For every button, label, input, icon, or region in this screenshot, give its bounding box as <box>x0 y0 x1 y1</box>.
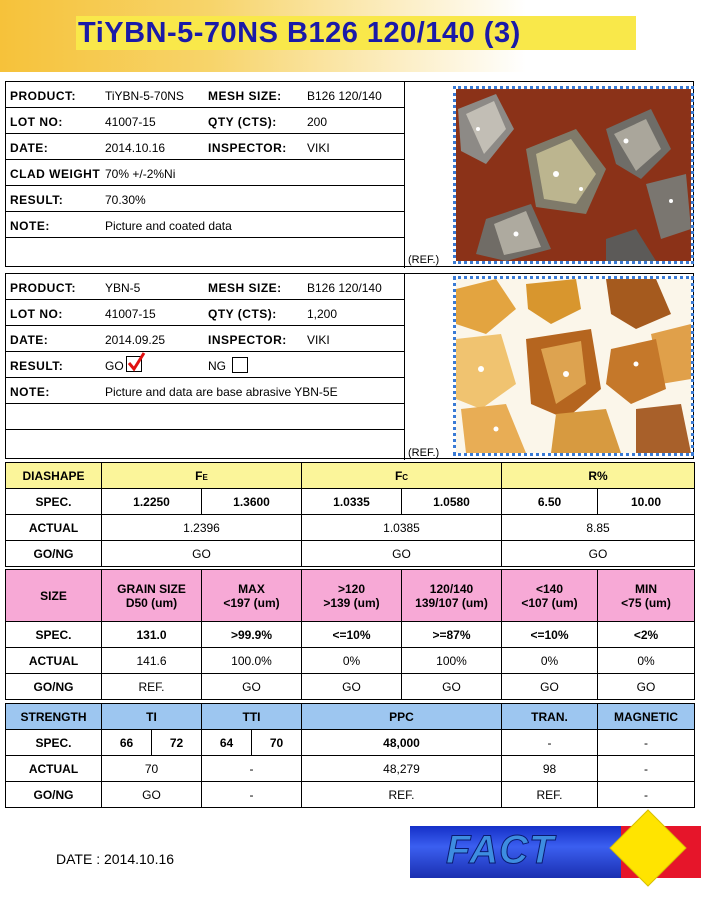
table-cell: REF. <box>102 674 202 700</box>
ref-label: (REF.) <box>408 254 440 266</box>
table-cell: - <box>202 782 302 808</box>
product-value: YBN-5 <box>105 281 141 295</box>
table-cell: 100% <box>402 648 502 674</box>
date-label: DATE: <box>10 333 49 347</box>
info-row-date <box>6 326 404 352</box>
table-cell: 72 <box>152 730 202 756</box>
gong-label: GO/NG <box>6 782 102 808</box>
diamond-logo-icon <box>608 808 688 888</box>
table-cell: GO <box>502 541 695 567</box>
header-line: D50 (um) <box>125 595 178 610</box>
date-label: DATE: <box>10 141 49 155</box>
checkmark-icon <box>126 352 146 372</box>
diashape-header-row <box>6 463 695 489</box>
header-line: MAX <box>238 581 265 596</box>
table-cell: 70 <box>102 756 202 782</box>
note-value: Picture and coated data <box>105 219 232 233</box>
go-checkbox[interactable] <box>126 356 142 372</box>
size-header: SIZE <box>6 570 102 622</box>
lot-value: 41007-15 <box>105 307 156 321</box>
ppc-header: PPC <box>302 704 502 730</box>
size-table <box>5 569 695 700</box>
min-header <box>598 570 695 622</box>
table-cell: 0% <box>502 648 598 674</box>
table-cell: 1.0385 <box>302 515 502 541</box>
lt140-header <box>502 570 598 622</box>
table-cell: 48,000 <box>302 730 502 756</box>
note-label: NOTE: <box>10 219 50 233</box>
qty-label: QTY (CTS): <box>208 307 277 321</box>
table-cell: REF. <box>502 782 598 808</box>
info-row-date <box>6 134 404 160</box>
table-cell: - <box>598 782 695 808</box>
note-value: Picture and data are base abrasive YBN-5E <box>105 385 338 399</box>
table-cell: REF. <box>302 782 502 808</box>
diashape-gong-row <box>6 541 695 567</box>
mesh-value: B126 120/140 <box>307 281 382 295</box>
table-cell: 1.2396 <box>102 515 302 541</box>
gong-label: GO/NG <box>6 541 102 567</box>
info-row-product <box>6 274 404 300</box>
table-cell: 66 <box>102 730 152 756</box>
inspector-value: VIKI <box>307 141 330 155</box>
note-label: NOTE: <box>10 385 50 399</box>
product-value: TiYBN-5-70NS <box>105 89 184 103</box>
table-cell: <=10% <box>502 622 598 648</box>
table-cell: 1.0335 <box>302 489 402 515</box>
strength-spec-row <box>6 730 695 756</box>
product-info-base <box>5 273 694 459</box>
inspector-label: INSPECTOR: <box>208 333 287 347</box>
strength-header-row <box>6 704 695 730</box>
fact-logo: FACT <box>446 828 555 872</box>
table-cell: 64 <box>202 730 252 756</box>
info-row-blank <box>6 430 404 456</box>
size-spec-row <box>6 622 695 648</box>
footer-date: DATE : 2014.10.16 <box>56 851 175 867</box>
info-row-product <box>6 82 404 108</box>
strength-table <box>5 703 695 808</box>
base-grain-photo <box>453 276 694 456</box>
fe-letter: F <box>195 468 203 483</box>
ref-label: (REF.) <box>408 447 440 459</box>
result-value: 70.30% <box>105 193 146 207</box>
grain-size-header <box>102 570 202 622</box>
table-cell: GO <box>102 541 302 567</box>
strength-gong-row <box>6 782 695 808</box>
table-cell: 1.3600 <box>202 489 302 515</box>
fe-subscript: E <box>202 472 208 482</box>
table-cell: GO <box>302 674 402 700</box>
size-actual-row <box>6 648 695 674</box>
header-line: <140 <box>535 581 564 596</box>
table-cell: 8.85 <box>502 515 695 541</box>
actual-label: ACTUAL <box>6 515 102 541</box>
qty-value: 200 <box>307 115 328 129</box>
header-line: <75 (um) <box>621 595 671 610</box>
table-cell: >=87% <box>402 622 502 648</box>
max-header <box>202 570 302 622</box>
info-row-lot <box>6 108 404 134</box>
mesh-value: B126 120/140 <box>307 89 382 103</box>
table-cell: 1.2250 <box>102 489 202 515</box>
table-cell: 131.0 <box>102 622 202 648</box>
clad-value: 70% +/-2%Ni <box>105 167 176 181</box>
spec-label: SPEC. <box>6 730 102 756</box>
table-cell: GO <box>598 674 695 700</box>
qty-label: QTY (CTS): <box>208 115 277 129</box>
table-cell: <=10% <box>302 622 402 648</box>
product-info-coated <box>5 81 694 267</box>
info-row-result <box>6 352 404 378</box>
table-cell: GO <box>202 674 302 700</box>
clad-label: CLAD WEIGHT <box>10 167 101 181</box>
date-value: 2014.10.16 <box>105 141 166 155</box>
table-cell: <2% <box>598 622 695 648</box>
gt120-header <box>302 570 402 622</box>
divider <box>404 274 405 460</box>
fe-header <box>102 463 302 489</box>
fc-header <box>302 463 502 489</box>
inspector-value: VIKI <box>307 333 330 347</box>
diashape-table <box>5 462 695 567</box>
size-header-row <box>6 570 695 622</box>
diashape-spec-row <box>6 489 695 515</box>
table-cell: 0% <box>598 648 695 674</box>
table-cell: 1.0580 <box>402 489 502 515</box>
info-row-clad <box>6 160 404 186</box>
magnetic-header: MAGNETIC <box>598 704 695 730</box>
product-label: PRODUCT: <box>10 281 76 295</box>
fc-letter: F <box>394 468 403 483</box>
info-row-lot <box>6 300 404 326</box>
ng-checkbox[interactable] <box>232 357 248 373</box>
table-cell: - <box>598 756 695 782</box>
header-line: 120/140 <box>429 581 474 596</box>
table-cell: 141.6 <box>102 648 202 674</box>
title-banner <box>0 0 701 72</box>
lot-label: LOT NO: <box>10 115 63 129</box>
spec-label: SPEC. <box>6 622 102 648</box>
header-line: 139/107 (um) <box>415 595 488 610</box>
go-label: GO <box>105 359 124 373</box>
table-cell: GO <box>102 782 202 808</box>
actual-label: ACTUAL <box>6 648 102 674</box>
actual-label: ACTUAL <box>6 756 102 782</box>
table-cell: - <box>598 730 695 756</box>
header-line: >120 <box>337 581 366 596</box>
date-value: 2014.09.25 <box>105 333 166 347</box>
ti-header: TI <box>102 704 202 730</box>
table-cell: GO <box>302 541 502 567</box>
header-line: >139 (um) <box>323 595 380 610</box>
header-line: <197 (um) <box>223 595 280 610</box>
info-row-note <box>6 212 404 238</box>
info-row-blank <box>6 238 404 264</box>
header-line: <107 (um) <box>521 595 578 610</box>
mesh-label: MESH SIZE: <box>208 89 282 103</box>
header-line: GRAIN SIZE <box>117 581 186 596</box>
diashape-actual-row <box>6 515 695 541</box>
table-cell: - <box>502 730 598 756</box>
table-cell: 6.50 <box>502 489 598 515</box>
inspector-label: INSPECTOR: <box>208 141 287 155</box>
qty-value: 1,200 <box>307 307 338 321</box>
table-cell: 70 <box>252 730 302 756</box>
info-row-result <box>6 186 404 212</box>
table-cell: 48,279 <box>302 756 502 782</box>
diashape-header: DIASHAPE <box>6 463 102 489</box>
result-label: RESULT: <box>10 193 64 207</box>
size-gong-row <box>6 674 695 700</box>
r-percent-header: R% <box>502 463 695 489</box>
spec-label: SPEC. <box>6 489 102 515</box>
page-title: TiYBN-5-70NS B126 120/140 (3) <box>76 16 636 50</box>
table-cell: 10.00 <box>598 489 695 515</box>
table-cell: 98 <box>502 756 598 782</box>
coated-grain-photo <box>453 86 694 264</box>
lot-value: 41007-15 <box>105 115 156 129</box>
table-cell: >99.9% <box>202 622 302 648</box>
table-cell: - <box>202 756 302 782</box>
mesh-label: MESH SIZE: <box>208 281 282 295</box>
strength-actual-row <box>6 756 695 782</box>
gong-label: GO/NG <box>6 674 102 700</box>
product-label: PRODUCT: <box>10 89 76 103</box>
mesh-120-140-header <box>402 570 502 622</box>
info-row-note <box>6 378 404 404</box>
tti-header: TTI <box>202 704 302 730</box>
fc-subscript: C <box>402 472 409 482</box>
tran-header: TRAN. <box>502 704 598 730</box>
info-row-blank <box>6 404 404 430</box>
lot-label: LOT NO: <box>10 307 63 321</box>
divider <box>404 82 405 268</box>
header-line: MIN <box>635 581 657 596</box>
table-cell: 0% <box>302 648 402 674</box>
result-label: RESULT: <box>10 359 64 373</box>
table-cell: GO <box>502 674 598 700</box>
table-cell: 100.0% <box>202 648 302 674</box>
table-cell: GO <box>402 674 502 700</box>
ng-label: NG <box>208 359 226 373</box>
strength-header: STRENGTH <box>6 704 102 730</box>
